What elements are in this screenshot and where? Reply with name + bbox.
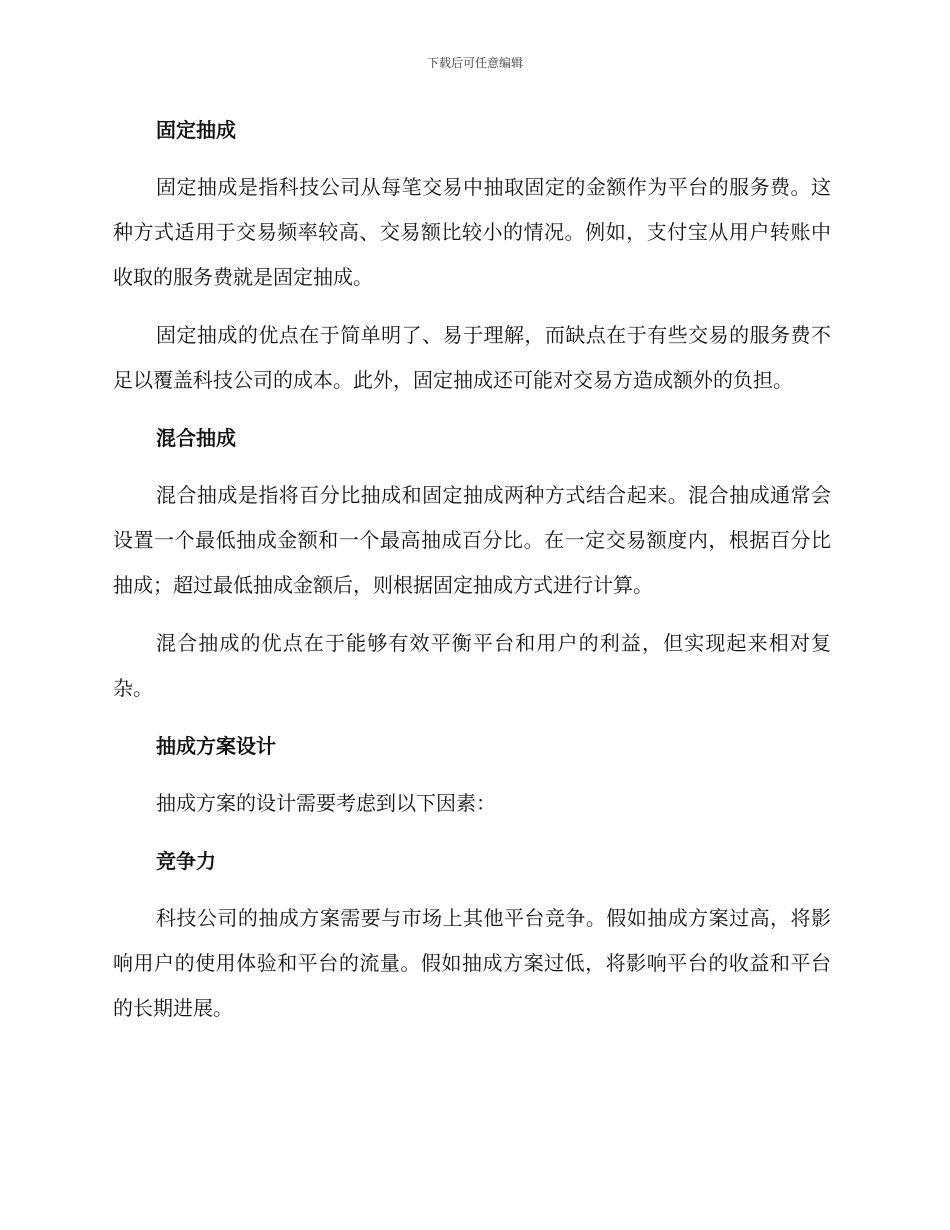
paragraph-commission-design-intro: 抽成方案的设计需要考虑到以下因素：: [156, 791, 496, 815]
section-heading-mixed-commission: 混合抽成: [156, 426, 236, 450]
paragraph-fixed-commission-definition: 固定抽成是指科技公司从每笔交易中抽取固定的金额作为平台的服务费。这种方式适用于交易频率较高、交易额比较小的情况。例如，支付宝从用户转账中收取的服务费就是固定抽成。: [113, 175, 831, 289]
section-heading-competitiveness: 竞争力: [156, 849, 216, 873]
paragraph-fixed-commission-pros-cons: 固定抽成的优点在于简单明了、易于理解，而缺点在于有些交易的服务费不足以覆盖科技公司的成本。此外，固定抽成还可能对交易方造成额外的负担。: [113, 323, 831, 392]
paragraph-mixed-commission-definition: 混合抽成是指将百分比抽成和固定抽成两种方式结合起来。混合抽成通常会设置一个最低抽成金额和一个最高抽成百分比。在一定交易额度内，根据百分比抽成；超过最低抽成金额后，则根据固定抽成方式进行计算。: [113, 483, 831, 597]
document-body: [113, 108, 831, 1044]
section-heading-commission-design: 抽成方案设计: [156, 734, 276, 758]
page-header-note: 下载后可任意编辑: [426, 56, 523, 70]
section-heading-fixed-commission: 固定抽成: [156, 118, 236, 142]
paragraph-competitiveness: 科技公司的抽成方案需要与市场上其他平台竞争。假如抽成方案过高，将影响用户的使用体验和平台的流量。假如抽成方案过低，将影响平台的收益和平台的长期进展。: [113, 906, 831, 1020]
paragraph-mixed-commission-pros-cons: 混合抽成的优点在于能够有效平衡平台和用户的利益，但实现起来相对复杂。: [113, 631, 831, 700]
